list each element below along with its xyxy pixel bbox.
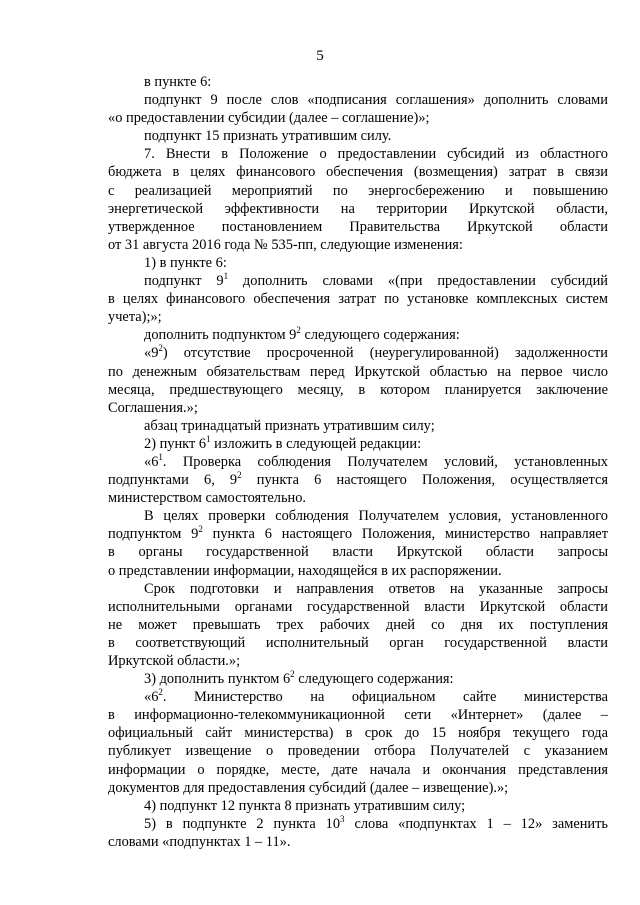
superscript: 2 — [296, 325, 301, 336]
text-line: 4) подпункт 12 пункта 8 признать утратившим силу; — [144, 797, 466, 814]
superscript: 1 — [206, 433, 211, 444]
text-line: утвержденное постановлением Правительства Иркутской области — [108, 218, 608, 235]
text-line: В целях проверки соблюдения Получателем условия, установленного — [144, 508, 608, 525]
text-line: абзац тринадцатый признать утратившим силу; — [144, 417, 435, 434]
text-line: «о предоставлении субсидии (далее – соглашение)»; — [108, 110, 430, 127]
text-line: 1) в пункте 6: — [144, 254, 227, 271]
document-body — [108, 73, 608, 851]
text-line: с реализацией мероприятий по энергосбережению и повышению — [108, 182, 608, 199]
superscript: 1 — [158, 451, 163, 462]
text-line: в пункте 6: — [144, 74, 212, 90]
superscript: 2 — [290, 669, 295, 680]
text-line: Срок подготовки и направления ответов на указанные запросы — [144, 580, 608, 597]
text-line: подпункт $9^1$ дополнить словами «(при предоставлении субсидий — [144, 271, 608, 290]
text-line: бюджета в целях финансового обеспечения (возмещения) затрат в связи — [108, 164, 608, 181]
text-line: «$9^2$) отсутствие просроченной (неурегулированной) задолженности — [144, 343, 608, 362]
text-line: Соглашения.»; — [108, 399, 198, 416]
superscript: 2 — [198, 524, 203, 535]
text-line: не может превышать трех рабочих дней со дня их поступления — [108, 616, 608, 633]
text-line: официальный сайт министерства) в срок до 15 ноября текущего года — [108, 725, 608, 742]
text-line: подпунктом $9^2$ пункта 6 настоящего Положения, министерство направляет — [108, 524, 608, 543]
text-line: подпунктами 6, $9^2$ пункта 6 настоящего Положения, осуществляется — [108, 470, 608, 489]
text-line: Иркутской области.»; — [108, 653, 241, 669]
page-number: 5 — [316, 48, 324, 64]
text-line: публикует извещение о проведении отбора Получателей с указанием — [108, 743, 608, 760]
superscript: 1 — [223, 271, 229, 282]
text-line: о представлении информации, находящейся в их распоряжении. — [108, 562, 502, 579]
text-line: министерством самостоятельно. — [108, 490, 307, 507]
text-line: по денежным обязательствам перед Иркутской областью на первое число — [108, 363, 608, 380]
superscript: 2 — [158, 687, 163, 698]
text-line: информации о порядке, месте, дате начала и окончания представления — [108, 761, 608, 778]
text-line: энергетической эффективности на территории Иркутской области, — [108, 200, 608, 217]
text-line: «$6^1$. Проверка соблюдения Получателем условий, установленных — [144, 451, 608, 470]
superscript: 2 — [237, 470, 242, 481]
text-line: учета);»; — [108, 309, 162, 326]
text-line: в информационно-телекоммуникационной сети «Интернет» (далее – — [108, 707, 608, 724]
text-line: от 31 августа 2016 года № 535-пп, следующие изменения: — [108, 236, 463, 253]
text-line: 2) пункт $6^1$ изложить в следующей редакции: — [144, 433, 422, 452]
text-line: в органы государственной власти Иркутской области запросы — [108, 544, 608, 561]
text-line: месяца, предшествующего месяцу, в котором планируется заключение — [108, 381, 608, 398]
text-line: в целях финансового обеспечения затрат по установке комплексных систем — [108, 291, 608, 308]
text-line: в соответствующий исполнительный орган государственной власти — [108, 634, 608, 651]
text-line: 7. Внести в Положение о предоставлении субсидий из областного — [144, 146, 608, 163]
text-line: исполнительными органами государственной власти Иркутской области — [108, 598, 608, 615]
superscript: 2 — [158, 343, 163, 354]
text-line: документов для предоставления субсидий (далее – извещение).»; — [108, 779, 509, 796]
text-line: подпункт 9 после слов «подписания соглашения» дополнить словами — [144, 92, 608, 109]
superscript: 3 — [340, 813, 345, 824]
text-line: подпункт 15 признать утратившим силу. — [144, 128, 392, 145]
text-line: 5) в подпункте 2 пункта $10^3$ слова «подпунктах 1 – 12» заменить — [144, 813, 608, 832]
text-line: словами «подпунктах 1 – 11». — [108, 833, 291, 850]
text-line: дополнить подпунктом $9^2$ следующего содержания: — [144, 325, 460, 344]
text-line: «$6^2$. Министерство на официальном сайте министерства — [144, 687, 608, 706]
text-line: 3) дополнить пунктом $6^2$ следующего содержания: — [144, 669, 454, 688]
